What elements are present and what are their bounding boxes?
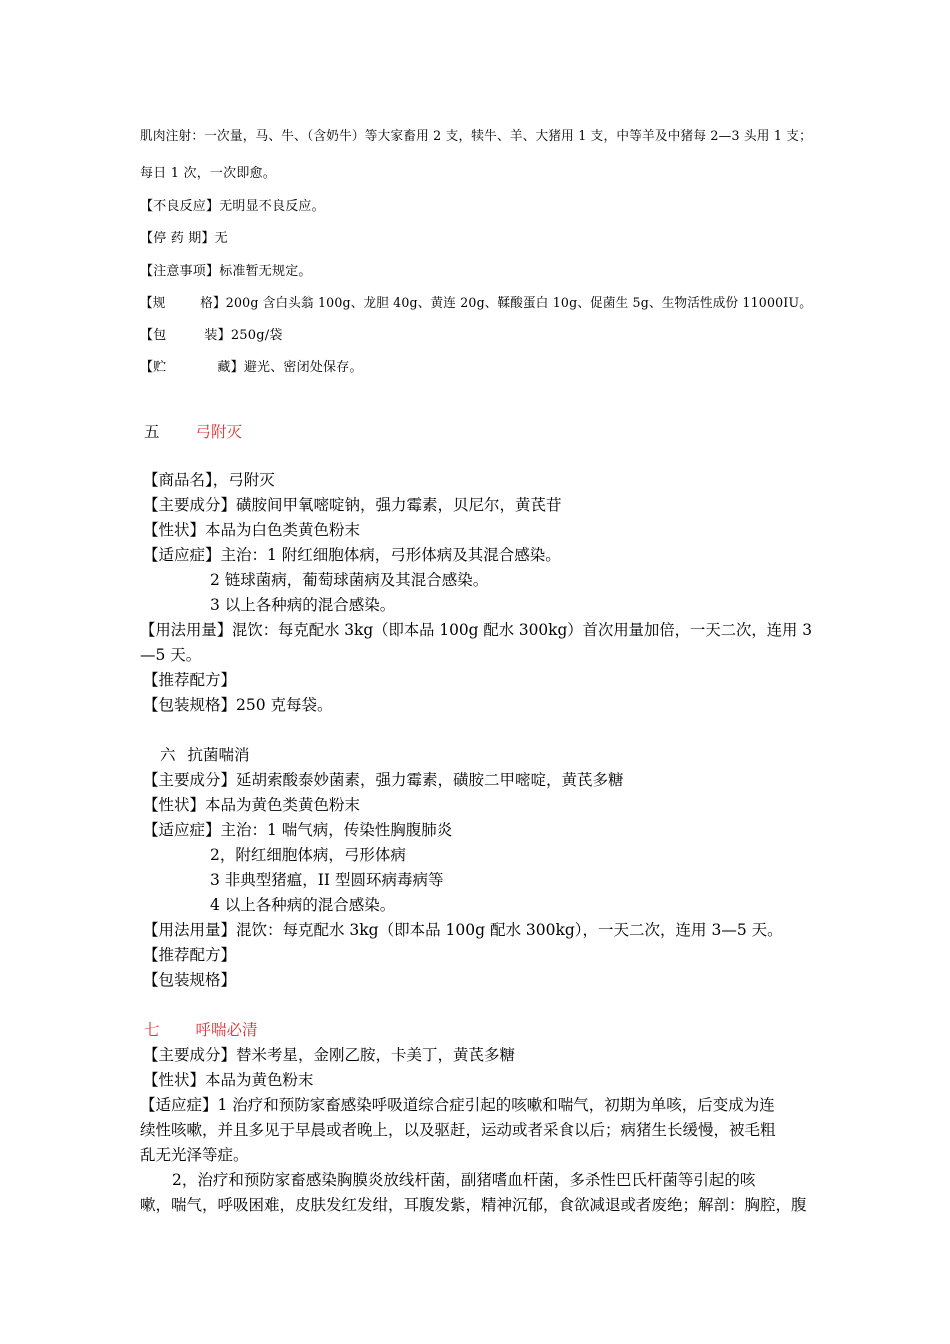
- section-6-number: 六: [160, 746, 176, 764]
- s5-ingredients: 【主要成分】磺胺间甲氧嘧啶钠，强力霉素，贝尼尔，黄芪苷: [143, 496, 562, 514]
- s5-appearance: 【性状】本品为白色类黄色粉末: [143, 521, 361, 539]
- spec-label: 【规: [140, 296, 166, 311]
- specification-row: [140, 295, 812, 313]
- dosage-line-2: 每日 1 次，一次即愈。: [140, 166, 276, 181]
- s5-indication-3: 3 以上各种病的混合感染。: [210, 596, 396, 614]
- storage-label: 【贮: [140, 360, 167, 375]
- section-6-heading: [160, 743, 250, 768]
- s7-indication-line-5: 嗽，喘气，呼吸困难，皮肤发红发绀，耳腹发紫，精神沉郁，食欲减退或者废绝；解剖：胸腔，腹: [140, 1196, 807, 1214]
- withdrawal-period: 【停 药 期】无: [140, 231, 228, 246]
- s5-trade-name: 【商品名】，弓附灭: [143, 471, 275, 489]
- s5-indication-1: 【适应症】主治：1 附红细胞体病，弓形体病及其混合感染。: [143, 546, 561, 564]
- storage-label-end: 藏】: [217, 360, 244, 375]
- s5-usage-2: —5 天。: [140, 646, 202, 664]
- s7-indication-line-2: 续性咳嗽，并且多见于早晨或者晚上，以及驱赶，运动或者采食以后；病猪生长缓慢，被毛粗: [140, 1121, 776, 1139]
- s7-appearance: 【性状】本品为黄色粉末: [143, 1071, 314, 1089]
- package-row: [140, 327, 283, 345]
- spec-text: 200g 含白头翁 100g、龙胆 40g、黄连 20g、鞣酸蛋白 10g、促菌生 5g、生物活性成份 11000IU。: [225, 296, 812, 311]
- dosage-line-1: 肌肉注射：一次量，马、牛、（含奶牛）等大家畜用 2 支，犊牛、羊、大猪用 1 支，中等羊及中猪每 2—3 头用 1 支；: [140, 129, 812, 144]
- package-label: 【包: [140, 328, 167, 343]
- section-6-title: 抗菌喘消: [187, 746, 250, 764]
- s5-indication-2: 2 链球菌病，葡萄球菌病及其混合感染。: [210, 571, 489, 589]
- s6-appearance: 【性状】本品为黄色类黄色粉末: [143, 796, 361, 814]
- s7-indication-line-4: 2，治疗和预防家畜感染胸膜炎放线杆菌，副猪嗜血杆菌，多杀性巴氏杆菌等引起的咳: [172, 1171, 756, 1189]
- section-5-number: 五: [144, 423, 160, 441]
- section-7-title: 呼喘必清: [195, 1021, 258, 1039]
- package-text: 250g/袋: [230, 328, 283, 343]
- package-label-end: 装】: [204, 328, 231, 343]
- s6-formula: 【推荐配方】: [143, 946, 237, 964]
- s7-ingredients: 【主要成分】替米考星，金刚乙胺，卡美丁，黄芪多糖: [143, 1046, 516, 1064]
- s6-indication-2: 2，附红细胞体病，弓形体病: [210, 846, 406, 864]
- section-5-heading: [144, 420, 242, 445]
- s6-ingredients: 【主要成分】延胡索酸泰妙菌素，强力霉素，磺胺二甲嘧啶，黄芪多糖: [143, 771, 624, 789]
- s5-usage-1: 【用法用量】混饮：每克配水 3kg（即本品 100g 配水 300kg）首次用量加倍，一天二次，连用 3: [140, 621, 813, 639]
- s6-indication-4: 4 以上各种病的混合感染。: [210, 896, 396, 914]
- storage-text: 避光、密闭处保存。: [243, 360, 363, 375]
- s5-formula: 【推荐配方】: [143, 671, 237, 689]
- adverse-reaction: 【不良反应】无明显不良反应。: [140, 199, 325, 214]
- s6-indication-3: 3 非典型猪瘟，II 型圆环病毒病等: [210, 871, 444, 889]
- storage-row: [140, 359, 363, 377]
- s5-packaging: 【包装规格】250 克每袋。: [143, 696, 333, 714]
- section-7-heading: [144, 1018, 258, 1043]
- s7-indication-line-1: 【适应症】1 治疗和预防家畜感染呼吸道综合症引起的咳嗽和喘气，初期为单咳，后变成为连: [140, 1096, 775, 1114]
- spec-label-end: 格】: [200, 296, 226, 311]
- s6-packaging: 【包装规格】: [143, 971, 237, 989]
- s7-indication-line-3: 乱无光泽等症。: [140, 1146, 249, 1164]
- s6-indication-1: 【适应症】主治：1 喘气病，传染性胸腹肺炎: [143, 821, 453, 839]
- section-5-title: 弓附灭: [195, 423, 243, 441]
- precautions: 【注意事项】标准暂无规定。: [140, 264, 312, 279]
- section-7-number: 七: [144, 1021, 160, 1039]
- s6-usage: 【用法用量】混饮：每克配水 3kg（即本品 100g 配水 300kg），一天二次，连用 3—5 天。: [143, 921, 783, 939]
